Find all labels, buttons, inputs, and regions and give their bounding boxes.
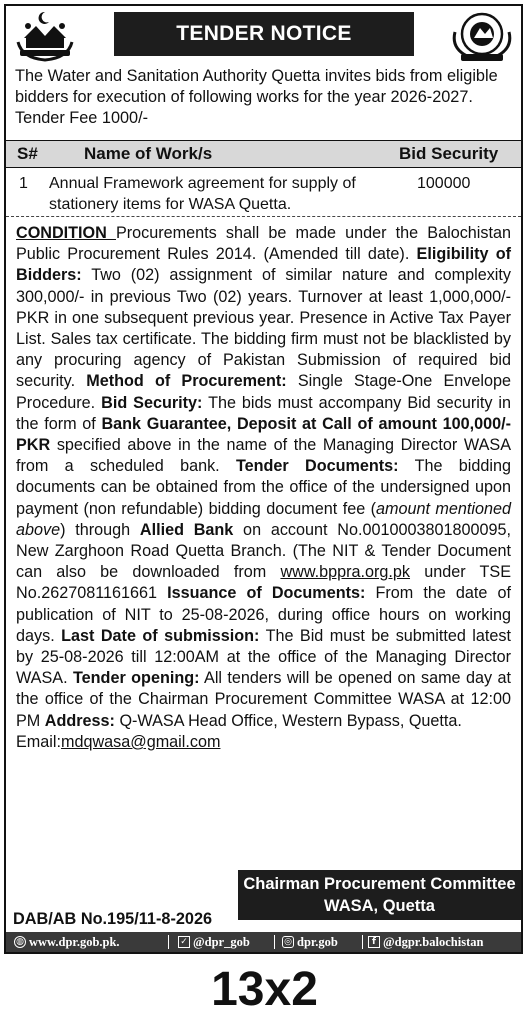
method-label: Method of Procurement: [86,372,287,391]
social-instagram[interactable] [282,932,338,952]
social-facebook[interactable] [368,932,483,952]
social-website[interactable] [14,932,120,952]
condition-text: under TSE No.2627081161661 [16,563,511,603]
tender-documents-label: Tender Documents: [235,457,399,476]
reference-number: DAB/AB No.195/11-8-2026 [13,910,213,928]
divider [274,935,275,949]
page-title: TENDER NOTICE [114,12,414,56]
divider [168,935,169,949]
conditions-section [6,216,521,867]
condition-text: Two (02) assignment of similar nature and complexity 300,000/- in previous Two (02) years. Turnover at least 1,000,000/- PKR in one subsequent previous year. Presence in Active Tax Payer List. Sales tax certificate. The bidding firm must not be blacklisted by any procuring agency of Pakistan Submission of required bid security. [16,266,511,391]
allied-bank-text: Allied Bank [139,520,234,539]
cell-sn: 1 [19,175,28,192]
eligibility-label: Eligibility of Bidders: [16,245,511,285]
last-date-label: Last Date of submission: [61,626,260,645]
globe-icon: ◍ [14,936,26,948]
issuance-label: Issuance of Documents: [167,584,366,603]
column-header-sn: S# [17,144,38,163]
social-footer [6,932,521,952]
bank-guarantee-text: Bank Guarantee, Deposit at Call of amount 100,000/- PKR [16,414,512,455]
divider [362,935,363,949]
condition-text: The bidding documents can be obtained from the office of the undersigned upon payment (non refundable) bidding document fee ( [16,457,511,518]
signature-line-1: Chairman Procurement Committee [243,875,516,893]
conditions-text [16,223,511,753]
condition-text: Procurements shall be made under the Balochistan Public Procurement Rules 2014. (Amended till date). [16,224,511,264]
balochistan-emblem-logo [10,8,80,64]
website-link[interactable]: www.bppra.org.pk [280,563,411,582]
wasa-quetta-logo [447,8,517,64]
address-label: Address: [44,711,115,730]
ad-size-label: 13x2 [211,963,318,1016]
signature-line-2: WASA, Quetta [324,897,435,915]
condition-text: All tenders will be opened on same day at the office of the Chairman Procurement Committee WASA at 12:00 PM [16,669,511,730]
condition-text: The bids must accompany Bid security in the form of [16,393,511,433]
cell-bid-security: 100000 [417,175,471,192]
table-header-row [6,141,521,168]
signature-block [238,870,521,920]
condition-text: on account No.0010003801800095, New Zarghoon Road Quetta Branch. (The NIT & Tender Document can also be downloaded from [16,520,511,582]
table-row [6,168,521,220]
condition-text: Single Stage-One Envelope Procedure. [16,372,511,412]
column-header-bid-security: Bid Security [399,144,499,163]
column-header-work: Name of Work/s [84,144,213,163]
twitter-handle: @dpr_gob [193,935,250,949]
facebook-handle: @dgpr.balochistan [383,935,484,949]
condition-text: The Bid must be submitted latest by 25-08-2026 till 12:00AM at the office of the Managing Director WASA. [16,626,511,688]
email-link[interactable]: mdqwasa@gmail.com [60,732,221,751]
facebook-icon: f [368,936,380,948]
bid-security-label: Bid Security: [101,393,203,412]
website-text: www.dpr.gob.pk. [29,935,120,949]
amount-mentioned-text: amount mentioned above [16,499,511,539]
condition-text: From the date of publication of NIT to 25-08-2026, during office hours on working days. [16,584,511,645]
works-table [6,140,521,220]
tender-opening-label: Tender opening: [72,669,200,688]
twitter-icon: ✓ [178,936,190,948]
email-label: Email: [16,732,61,751]
tender-notice-frame [4,4,523,954]
condition-text: Q-WASA Head Office, Western Bypass, Quetta. [114,711,462,730]
social-twitter[interactable] [178,932,250,952]
cell-work: Annual Framework agreement for supply of stationery items for WASA Quetta. [49,175,356,213]
instagram-icon: ◎ [282,936,294,948]
intro-paragraph: The Water and Sanitation Authority Quetta invites bids from eligible bidders for execution of following works for the year 2026-2027. Tender Fee 1000/- [15,67,498,127]
instagram-handle: dpr.gob [297,935,338,949]
condition-text: ) through [60,520,140,539]
conditions-heading: CONDITION [16,224,116,242]
condition-text: specified above in the name of the Managing Director WASA from a scheduled bank. [16,436,511,476]
